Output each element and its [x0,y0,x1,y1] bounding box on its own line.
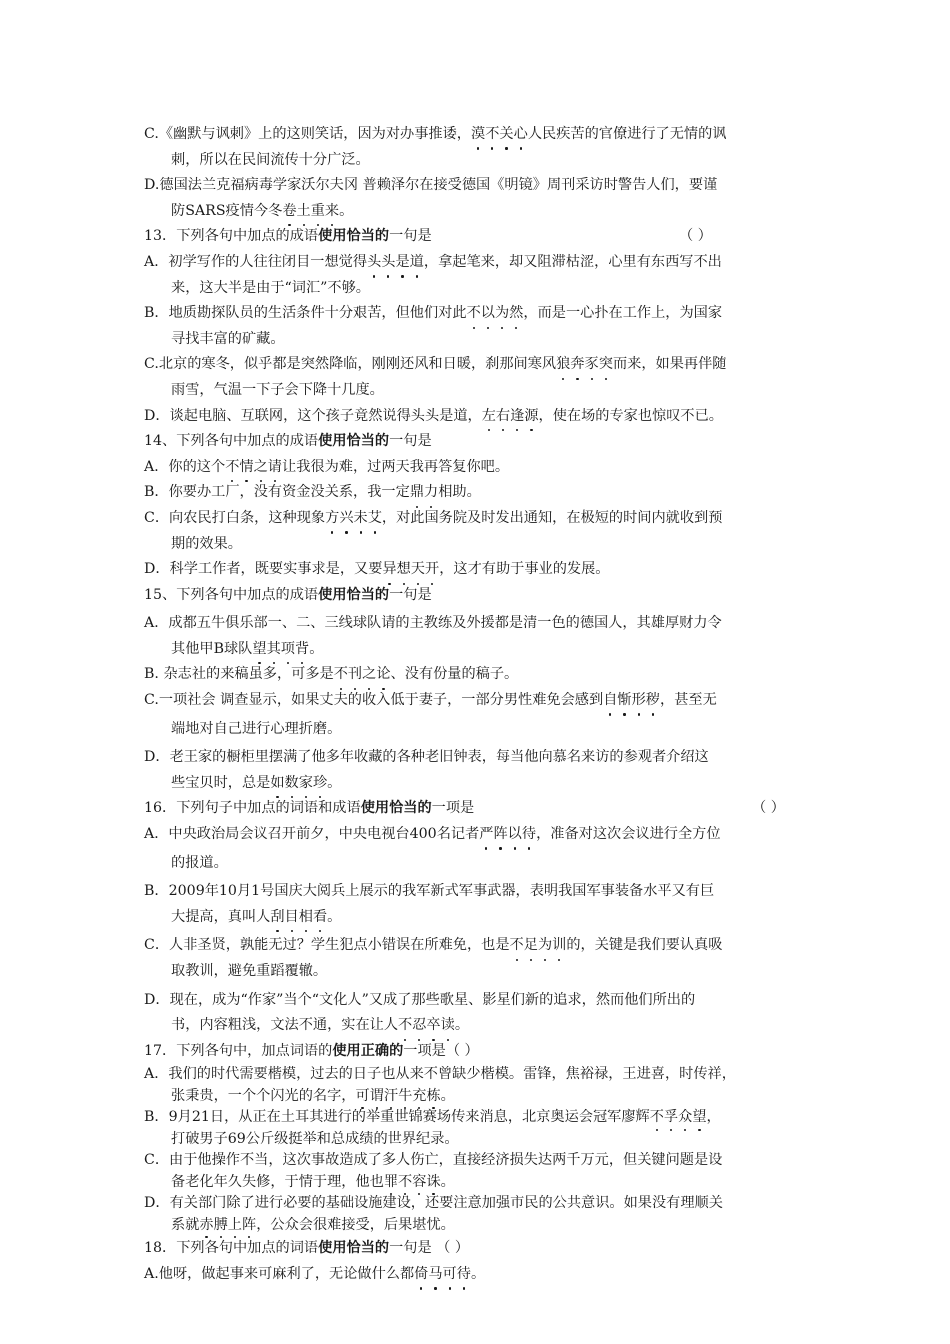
text-line [144,745,824,771]
text-segment: 防SARS疫情今冬 [171,202,283,219]
text-segment: 的报道。 [171,854,228,871]
text-segment: 。 [454,1017,470,1034]
text-segment: 刺，所以在民间流传十分广泛。 [171,151,370,168]
emphasized-phrase: 刮目相看 [270,909,327,925]
emphasized-phrase: 鼎力 [410,484,438,500]
text-segment: 一句是 [389,228,432,245]
text-segment: 寻找丰富的矿藏。 [171,330,285,347]
text-line-continuation [144,959,824,985]
text-segment: 其他甲B球队 [171,640,253,657]
text-segment: B．地质勘探队员的生活条件十分艰苦，但他们对此 [144,305,467,322]
bold-requirement: 使用恰当的 [318,586,390,603]
text-segment: 。 [339,202,354,219]
text-line-continuation [144,771,824,797]
bold-requirement: 使用恰当的 [318,1240,390,1257]
text-line-continuation [144,532,824,558]
emphasized-phrase: 赤膊上阵 [199,1217,256,1233]
emphasized-phrase: 自惭形秽 [603,692,660,708]
text-line [144,662,824,688]
text-segment: 一句是 （ ） [389,1240,470,1257]
text-segment: 书，内容粗浅，文法不通，实在让人 [171,1017,399,1034]
text-segment: 。 [440,1087,455,1104]
question-list [144,122,824,1288]
text-segment: A．成都五牛俱乐部一、二、三线球队请的主教练及外援都是清一色的德国人，其雄厚财力令 [144,615,722,632]
text-line-continuation [144,851,824,877]
text-segment: 一项是（ ） [403,1042,479,1059]
text-line-continuation [144,637,824,663]
text-segment: B．9月21日，从正在土耳其进行的举重世锦赛场传来消息，北京奥运会冠军廖辉 [144,1109,650,1126]
text-line [144,173,824,199]
text-segment: ，对此国务院及时发出通知，在极短的时间内就收到预 [381,509,723,526]
emphasized-phrase: 不孚众望 [650,1109,707,1125]
text-segment: A.他呀，做起事来可麻利了，无论做什么都 [144,1265,415,1282]
text-line-continuation [144,1172,824,1194]
text-segment: 的，关键是我们要认真吸 [566,937,723,954]
text-segment: 18．下列各句中加点的词语 [144,1240,319,1257]
emphasized-phrase: 不忍卒读 [398,1017,455,1033]
text-segment: 14、下列各句中加点的成语 [144,433,319,450]
emphasized-phrase: 不以为然 [467,305,524,321]
text-segment: 。 [327,908,342,925]
text-line [144,611,824,637]
emphasized-phrase: 头头是道 [367,254,424,270]
text-segment: 端地对自己进行心理折磨。 [171,720,342,737]
text-line [144,429,824,455]
text-line [144,301,824,327]
text-segment: C.一项社会 调查显示，如果丈夫的收入低于妻子，一部分男性难免会感到 [144,692,604,709]
text-segment: 一句是 [389,586,432,603]
text-segment: B．2009年10月1号国庆大阅兵上展示的我军新式军事武器，表明我国军事装备水平又有巨 [144,883,715,900]
text-segment: 来，这大半是由于“词汇”不够。 [171,279,370,296]
text-line [144,1262,824,1288]
text-segment: A．初学写作的人往往闭目一想觉得 [144,253,368,270]
text-segment: 大提高，真叫人 [171,908,271,925]
text-segment: 13．下列各句中加点的成语 [144,228,319,245]
emphasized-phrase: 左右逢源 [482,408,539,424]
text-segment: D．有关部门除了进行必要的基础设施建设，还要注意加强市民的公共意识。如果没有理顺关 [144,1195,723,1212]
text-segment: A．中央政治局会议召开前夕，中央电视台400名记者 [144,826,480,843]
text-line-continuation [144,1013,824,1039]
text-segment: A．我们的时代需要楷模，过去的日子也从来不曾缺少楷模。雷锋，焦裕禄，王进喜，时传祥， [144,1066,736,1083]
text-line [144,822,824,848]
text-line-continuation [144,1086,824,1108]
text-segment: 15、下列各句中加点的成语 [144,586,319,603]
text-segment: C.北京的寒冬，似乎都是突然降临，刚刚还风和日暖，刹那间寒风 [144,356,557,373]
text-segment: C.《幽默与讽刺》上的这则笑话，因为对办事推诿， [144,126,471,142]
text-segment: 期的效果。 [171,535,242,552]
text-line-continuation [144,327,824,353]
text-segment: 。 [309,640,324,657]
text-line-continuation [144,276,824,302]
text-segment: A．你的这个 [144,458,226,475]
text-segment: D.德国法兰克福病毒学家沃尔夫冈 普赖泽尔在接受德国《明镜》周刊采访时警告人们，要谨 [144,177,718,194]
text-line [144,796,824,822]
text-line [144,583,824,609]
text-segment: 16．下列句子中加点的词语和成语 [144,800,361,817]
text-segment: 一句是 [389,433,432,450]
text-segment: ，甚至无 [660,692,717,709]
text-line [144,250,824,276]
text-segment: 17．下列各句中，加点词语的 [144,1042,333,1059]
text-line-continuation [144,378,824,404]
bold-requirement: 使用恰当的 [360,800,432,817]
text-line [144,933,824,959]
text-segment: B. 杂志社的来稿虽多，可多是 [144,666,334,683]
text-line [144,1150,824,1172]
text-line-continuation [144,199,824,225]
text-line [144,506,824,532]
answer-blank: （ ） [679,228,712,245]
emphasized-phrase: 异想天开 [382,561,439,577]
emphasized-phrase: 不情之请 [225,459,282,475]
bold-requirement: 使用正确的 [332,1042,404,1059]
text-segment: 、没有份量的稿子。 [390,666,519,683]
text-segment: 一项是 [431,800,475,817]
text-segment: ，而是一心扑在工作上，为国家 [523,305,723,322]
emphasized-phrase: 可谓汗牛充栋 [355,1088,440,1104]
text-line-continuation [144,148,824,174]
text-segment: C．由于他操作不当，这次事故造成了多人伤亡，直接经济损失达两千万元，但关键问题是设 [144,1152,723,1169]
text-segment: ，准备对这次会议进行全方位 [536,826,721,843]
text-line [144,224,824,250]
text-line [144,1107,824,1129]
text-segment: ，这才有助于事业的发展。 [439,561,610,578]
emphasized-phrase: 严阵以待 [479,826,536,842]
emphasized-phrase: 方兴未艾 [325,510,382,526]
text-segment: D．老王家的橱柜里摆满了他多年收藏的各种老旧钟表，每当他向慕名来访的参观者介绍这 [144,749,709,766]
emphasized-phrase: 漠不关心 [471,126,528,142]
text-segment: D．现在，成为“作家”当个“文化人”又成了那些歌星、影星们新的追求，然而他们所出的 [144,991,696,1008]
text-segment: 让我很为难，过两天我再答复你吧。 [282,458,510,475]
text-segment: D．谈起电脑、互联网，这个孩子竟然说得头头是道， [144,407,482,424]
text-line-continuation [144,1215,824,1237]
text-segment: 打破男子69公斤级挺举和总成绩的世界纪录。 [171,1130,459,1147]
emphasized-phrase: 倚马可待 [414,1266,471,1282]
text-segment: 雨雪，气温一下子会下降十几度。 [171,381,384,398]
emphasized-phrase: 卷土重来 [282,203,339,219]
text-line [144,122,824,148]
text-segment: 。 [470,1265,486,1282]
answer-blank: （ ） [752,800,785,817]
emphasized-phrase: 望其项背 [252,641,309,657]
text-segment: D．科学工作者，既要实事求是，又要 [144,561,383,578]
text-segment: 系就 [171,1216,200,1233]
text-line [144,988,824,1014]
text-segment: 而来，如果再伴随 [612,356,727,373]
text-line [144,1236,824,1262]
text-segment: 备老化年久失修，于情于理，他也 [171,1173,384,1190]
emphasized-phrase: 罪不容诛 [384,1174,441,1190]
text-line [144,352,824,378]
text-line [144,404,824,430]
text-line-continuation [144,905,824,931]
text-line [144,480,824,506]
emphasized-phrase: 如数家珍 [270,775,327,791]
text-line [144,1064,824,1086]
text-line-continuation [144,717,824,743]
emphasized-phrase: 不刊之论 [334,666,391,682]
text-segment: 。 [327,774,342,791]
emphasized-phrase: 狼奔豕突 [556,356,613,372]
text-line-continuation [144,1129,824,1151]
text-line [144,1039,824,1065]
text-segment: 些宝贝时，总是 [171,774,271,791]
text-segment: 。 [440,1173,455,1190]
text-segment: C．人非圣贤，孰能无过？学生犯点小错误在所难免，也是 [144,937,510,954]
text-segment: B．你要办工厂，没有资金没关系，我一定 [144,484,410,501]
text-segment: ，拿起笔来，却又阻滞枯涩，心里有东西写不出 [423,253,722,270]
text-segment: 取教训，避免重蹈覆辙。 [171,963,328,979]
bold-requirement: 使用恰当的 [318,228,390,245]
bold-requirement: 使用恰当的 [318,433,390,450]
text-segment: 人民疾苦的官僚进行了无情的讽 [527,126,727,142]
text-segment: ，公众会很难接受，后果堪忧。 [256,1216,455,1233]
text-segment: 相助。 [438,484,481,501]
text-line [144,879,824,905]
text-line [144,688,824,714]
text-segment: ， [706,1109,721,1126]
emphasized-phrase: 不足为训 [510,937,567,953]
text-segment: 张秉贵，一个个闪光的名字， [171,1087,356,1104]
text-line [144,557,824,583]
text-line [144,455,824,481]
text-segment: ，使在场的专家也惊叹不已。 [538,407,723,424]
text-segment: C．向农民打白条，这种现象 [144,509,326,526]
text-line [144,1193,824,1215]
